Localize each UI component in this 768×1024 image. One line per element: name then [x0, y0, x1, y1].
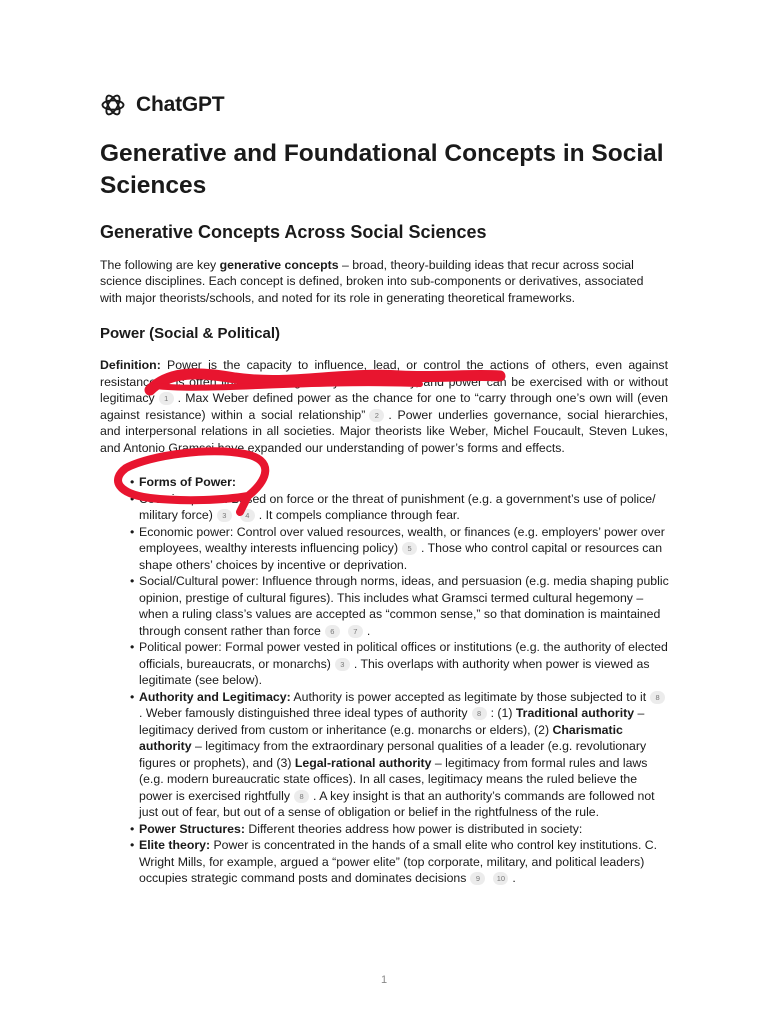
document-title: Generative and Foundational Concepts in Social Sciences	[100, 140, 664, 199]
list-item-economic: • Economic power: Control over valued resources, wealth, or finances (e.g. employers’ power over employees, wealthy interests influencing policy) 5 . Those who control capital or resources can shape others’ choices by incentive or deprivation.	[130, 524, 670, 574]
openai-logo-icon	[100, 92, 126, 118]
brand-header	[100, 92, 224, 118]
citation-badge[interactable]: 8	[294, 790, 309, 803]
intro-paragraph: The following are key generative concepts – broad, theory-building ideas that recur across social science disciplines. Each concept is defined, broken into sub-components or derivatives, associated with major theorists/schools, and noted for its role in generating theoretical frameworks.	[100, 258, 644, 305]
citation-badge[interactable]: 3	[335, 658, 350, 671]
citation-badge[interactable]: 5	[402, 542, 417, 555]
list-item-social: • Social/Cultural power: Influence through norms, ideas, and persuasion (e.g. media shaping public opinion, prestige of cultural figures). This includes what Gramsci termed cultural hegemony – when a ruling class’s values are accepted as “common sense,” so that domination is maintained through consent rather than force 6 7 .	[130, 573, 670, 639]
citation-badge[interactable]: 3	[217, 509, 232, 522]
definition-label: Definition:	[100, 358, 161, 372]
list-item-political: • Political power: Formal power vested in political offices or institutions (e.g. the authority of elected officials, bureaucrats, or monarchs) 3 . This overlaps with authority when power is viewed as legitimate (see below).	[130, 639, 670, 689]
subsection-heading: Power (Social & Political)	[100, 325, 281, 342]
definition-paragraph: Definition: Power is the capacity to influence, lead, or control the actions of others, even against resistance. It is often linked with legitimacy and authority, and power can be exercised with or without legitimacy 1 . Max Weber defined power as the chance for one to “carry through one’s own will (even against resistance) within a social relationship” 2 . Power underlies governance, social hierarchies, and interpersonal relations in all societies. Major theorists like Weber, Michel Foucault, Steven Lukes, and Antonio Gramsci have expanded our understanding of power’s forms and effects.	[100, 358, 668, 455]
list-item-authority: • Authority and Legitimacy: Authority is power accepted as legitimate by those subjected to it 8. Weber famously distinguished three ideal types of authority 8 : (1) Traditional authority – legitimacy derived from custom or inheritance (e.g. monarchs or elders), (2) Charismatic authority – legitimacy from the extraordinary personal qualities of a leader (e.g. revolutionary figures or prophets), and (3) Legal-rational authority – legitimacy from formal rules and laws (e.g. modern bureaucratic state offices). In all cases, legitimacy means the ruled believe the power is exercised rightfully 8 . A key insight is that an authority’s commands are followed not just out of fear, but out of a sense of obligation or belief in the rightfulness of the rule.	[130, 689, 670, 821]
section-heading: Generative Concepts Across Social Sciences	[100, 222, 487, 242]
generative-concepts-bold: generative concepts	[219, 258, 339, 272]
power-list	[130, 474, 670, 887]
page-number: 1	[380, 974, 388, 986]
citation-badge[interactable]: 2	[369, 409, 384, 422]
list-item-elite: • Elite theory: Power is concentrated in the hands of a small elite who control key institutions. C. Wright Mills, for example, argued a “power elite” (top corporate, military, and political leaders) occupies strategic command posts and dominates decisions 9 10 .	[130, 837, 670, 887]
list-item-coercive: • Coercive power: Based on force or the threat of punishment (e.g. a government’s use of police/ military force) 3 4 . It compels compliance through fear.	[130, 491, 670, 524]
brand-name: ChatGPT	[136, 93, 225, 116]
citation-badge[interactable]: 10	[493, 872, 508, 885]
citation-badge[interactable]: 7	[348, 625, 363, 638]
citation-badge[interactable]: 8	[472, 707, 487, 720]
citation-badge[interactable]: 1	[159, 392, 174, 405]
list-item-forms: • Forms of Power:	[130, 474, 670, 491]
citation-badge[interactable]: 9	[470, 872, 485, 885]
citation-badge[interactable]: 6	[325, 625, 340, 638]
citation-badge[interactable]: 8	[650, 691, 665, 704]
list-item-structures: • Power Structures: Different theories address how power is distributed in society:	[130, 821, 670, 838]
citation-badge[interactable]: 4	[240, 509, 255, 522]
